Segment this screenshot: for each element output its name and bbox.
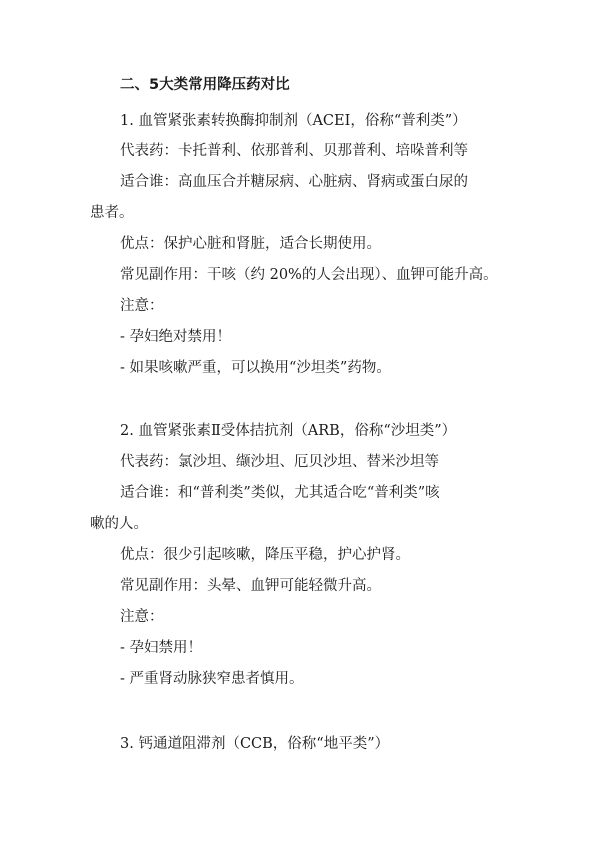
- section-2-note-2: - 严重肾动脉狭窄患者慎用。: [120, 671, 304, 687]
- section-2-note-1: - 孕妇禁用！: [120, 640, 203, 656]
- section-1-suitable-line1: 适合谁：高血压合并糖尿病、心脏病、肾病或蛋白尿的: [120, 174, 468, 190]
- section-heading: 二、5大类常用降压药对比: [120, 77, 290, 93]
- section-2-note-label: 注意：: [120, 609, 164, 625]
- section-2-suitable-line1: 适合谁：和“普利类”类似，尤其适合吃“普利类”咳: [120, 485, 440, 501]
- section-1-representative: 代表药：卡托普利、依那普利、贝那普利、培哚普利等: [120, 143, 468, 159]
- section-2-representative: 代表药：氯沙坦、缬沙坦、厄贝沙坦、替米沙坦等: [120, 454, 439, 470]
- section-3-title: 3. 钙通道阻滞剂（CCB，俗称“地平类”）: [120, 736, 390, 752]
- section-1-side-effects: 常见副作用：干咳（约 20%的人会出现）、血钾可能升高。: [120, 267, 498, 283]
- section-1-note-1: - 孕妇绝对禁用！: [120, 329, 232, 345]
- section-2-title: 2. 血管紧张素Ⅱ受体拮抗剂（ARB，俗称“沙坦类”）: [120, 423, 457, 439]
- section-1-advantage: 优点：保护心脏和肾脏，适合长期使用。: [120, 236, 381, 252]
- section-1-suitable-line2: 患者。: [90, 205, 134, 221]
- section-1-title: 1. 血管紧张素转换酶抑制剂（ACEI，俗称“普利类”）: [120, 113, 467, 129]
- section-2-suitable-line2: 嗽的人。: [90, 516, 148, 532]
- section-2-side-effects: 常见副作用：头晕、血钾可能轻微升高。: [120, 578, 381, 594]
- section-1-note-label: 注意：: [120, 298, 164, 314]
- section-1-note-2: - 如果咳嗽严重，可以换用“沙坦类”药物。: [120, 360, 391, 376]
- section-2-advantage: 优点：很少引起咳嗽，降压平稳，护心护肾。: [120, 547, 410, 563]
